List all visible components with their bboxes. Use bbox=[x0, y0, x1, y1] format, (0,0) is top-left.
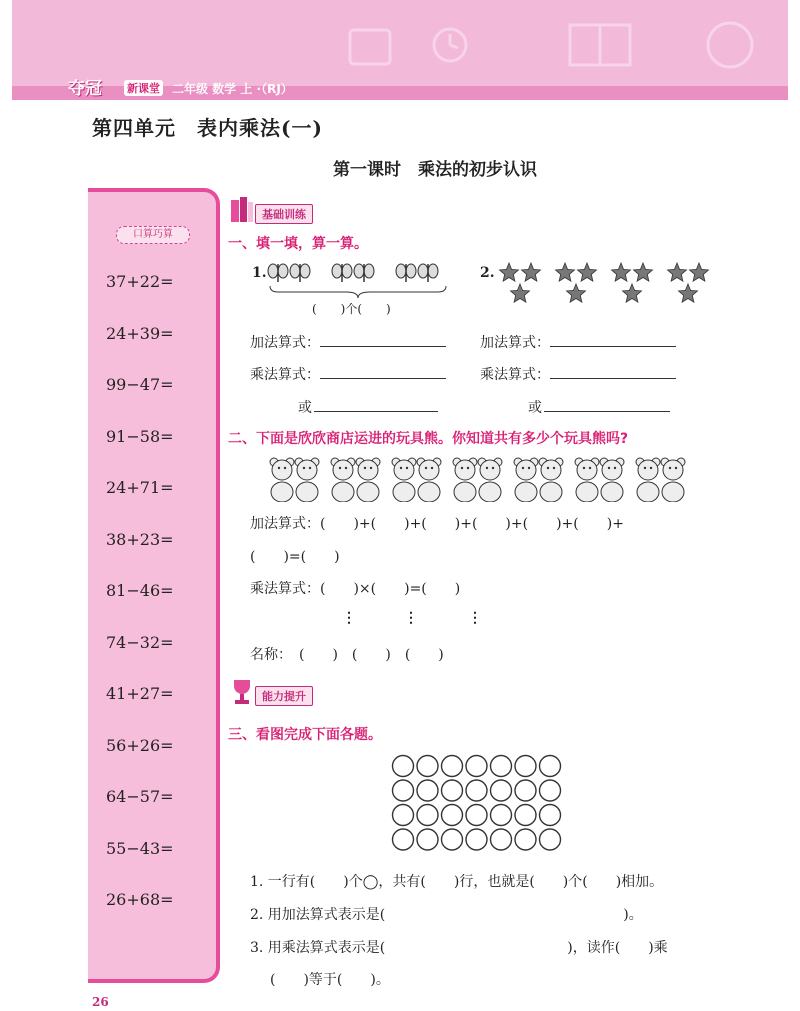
circle-icon bbox=[540, 829, 561, 850]
circle-icon bbox=[442, 756, 463, 777]
page-number: 26 bbox=[92, 995, 109, 1009]
oral-calc-tag: 口算巧算 bbox=[116, 226, 190, 244]
q2-mul-line: 乘法算式：( )×( )=( ) bbox=[250, 581, 461, 597]
oral-calc-expression: 81−46= bbox=[106, 581, 174, 600]
butterfly-icon bbox=[290, 264, 310, 282]
q2-dots-1: ⋮ bbox=[342, 610, 356, 626]
teddy-bear-icon bbox=[478, 458, 502, 502]
unit-title: 第四单元 表内乘法(一) bbox=[92, 116, 323, 140]
q3-item-3-cont: ( )等于( )。 bbox=[270, 972, 390, 988]
school-supplies-decoration-icon bbox=[330, 10, 770, 80]
oral-calc-expression: 24+39= bbox=[106, 323, 174, 343]
circle-icon bbox=[466, 780, 487, 801]
teddy-bear-icon bbox=[539, 458, 563, 502]
lesson-title: 第一课时 乘法的初步认识 bbox=[333, 160, 537, 180]
star-icon bbox=[668, 263, 687, 281]
circle-icon bbox=[393, 780, 414, 801]
teddy-bears-figure bbox=[266, 456, 696, 502]
butterfly-icon bbox=[332, 264, 352, 282]
oral-calc-expression: 74−32= bbox=[106, 632, 174, 652]
butterfly-icon bbox=[418, 264, 438, 282]
q1-item-1-add-answer[interactable] bbox=[320, 332, 446, 347]
butterflies-figure bbox=[266, 260, 452, 300]
oral-calc-expression: 56+26= bbox=[106, 735, 174, 755]
q2-heading: 二、下面是欣欣商店运进的玩具熊。你知道共有多少个玩具熊吗? bbox=[228, 431, 629, 447]
star-icon bbox=[500, 263, 519, 281]
series-name: 新课堂 bbox=[124, 80, 163, 96]
oral-calc-expression: 24+71= bbox=[106, 478, 174, 497]
star-icon bbox=[578, 263, 597, 281]
brand-logo bbox=[68, 68, 124, 102]
q3-item-2: 2. 用加法算式表示是( )。 bbox=[250, 907, 643, 923]
teddy-bear-icon bbox=[417, 458, 441, 502]
trophy-icon bbox=[229, 676, 255, 706]
q1-item-2-mul-alt-answer[interactable] bbox=[544, 397, 670, 412]
circle-icon bbox=[466, 756, 487, 777]
star-icon bbox=[511, 284, 530, 302]
q1-item-2-mul-answer[interactable] bbox=[550, 364, 676, 379]
star-icon bbox=[556, 263, 575, 281]
oral-calc-expression: 91−58= bbox=[106, 426, 174, 446]
circle-icon bbox=[442, 805, 463, 826]
oral-calc-expression: 41+27= bbox=[106, 684, 174, 703]
star-icon bbox=[690, 263, 709, 281]
circle-icon bbox=[393, 805, 414, 826]
q1-item-2-mul-label: 乘法算式： bbox=[480, 367, 550, 383]
circle-icon bbox=[393, 756, 414, 777]
q1-item-1-mul-answer[interactable] bbox=[320, 364, 446, 379]
teddy-bear-icon bbox=[575, 458, 599, 502]
butterfly-icon bbox=[354, 264, 374, 282]
teddy-bear-icon bbox=[356, 458, 380, 502]
butterfly-icon bbox=[268, 264, 288, 282]
brand-text: 夺冠 bbox=[68, 79, 102, 99]
star-icon bbox=[623, 284, 642, 302]
circle-icon bbox=[540, 756, 561, 777]
stars-figure bbox=[495, 260, 715, 310]
brace-icon bbox=[270, 286, 446, 298]
basic-training-tag: 基础训练 bbox=[255, 204, 313, 224]
teddy-bear-icon bbox=[392, 458, 416, 502]
q1-item-1-or-label: 或 bbox=[298, 400, 312, 416]
circles-grid-figure bbox=[390, 754, 570, 854]
q3-item-1: 1. 一行有( )个◯，共有( )行，也就是( )个( )相加。 bbox=[250, 874, 664, 890]
circle-icon bbox=[466, 829, 487, 850]
q1-item-1-mul-alt-answer[interactable] bbox=[314, 397, 438, 412]
circle-icon bbox=[540, 805, 561, 826]
circle-icon bbox=[466, 805, 487, 826]
circle-icon bbox=[515, 780, 536, 801]
circle-icon bbox=[540, 780, 561, 801]
circle-icon bbox=[417, 756, 438, 777]
q2-add-line-2: ( )=( ) bbox=[250, 549, 340, 565]
q1-item-2-number: 2. bbox=[480, 265, 495, 281]
circle-icon bbox=[515, 829, 536, 850]
q2-add-line-1: 加法算式：( )+( )+( )+( )+( )+( )+ bbox=[250, 516, 624, 532]
q1-item-2-add-label: 加法算式： bbox=[480, 335, 550, 351]
circle-icon bbox=[515, 805, 536, 826]
circle-icon bbox=[491, 780, 512, 801]
q1-heading: 一、填一填，算一算。 bbox=[228, 236, 368, 252]
teddy-bear-icon bbox=[600, 458, 624, 502]
q2-names-line: 名称： ( ) ( ) ( ) bbox=[250, 647, 444, 663]
teddy-bear-icon bbox=[331, 458, 355, 502]
oral-calc-expression: 26+68= bbox=[106, 890, 174, 909]
circle-icon bbox=[393, 829, 414, 850]
circle-icon bbox=[442, 829, 463, 850]
star-icon bbox=[522, 263, 541, 281]
star-icon bbox=[679, 284, 698, 302]
q1-item-2-add-answer[interactable] bbox=[550, 332, 676, 347]
q1-item-1-add-label: 加法算式： bbox=[250, 335, 320, 351]
circle-icon bbox=[417, 805, 438, 826]
star-icon bbox=[567, 284, 586, 302]
q1-groups-blank: ( )个( ) bbox=[312, 302, 391, 316]
oral-calc-expression: 37+22= bbox=[106, 272, 174, 291]
circle-icon bbox=[491, 805, 512, 826]
circle-icon bbox=[491, 756, 512, 777]
butterfly-icon bbox=[396, 264, 416, 282]
q2-dots-3: ⋮ bbox=[468, 610, 482, 626]
q2-dots-2: ⋮ bbox=[404, 610, 418, 626]
circle-icon bbox=[417, 829, 438, 850]
q1-item-1-mul-label: 乘法算式： bbox=[250, 367, 320, 383]
teddy-bear-icon bbox=[661, 458, 685, 502]
q3-item-3: 3. 用乘法算式表示是( )，读作( )乘 bbox=[250, 940, 668, 956]
star-icon bbox=[634, 263, 653, 281]
teddy-bear-icon bbox=[636, 458, 660, 502]
oral-calc-expression: 55−43= bbox=[106, 838, 174, 858]
books-icon bbox=[229, 194, 255, 224]
oral-calc-expression: 99−47= bbox=[106, 375, 174, 394]
teddy-bear-icon bbox=[453, 458, 477, 502]
circle-icon bbox=[491, 829, 512, 850]
oral-calc-expression: 64−57= bbox=[106, 787, 174, 806]
circle-icon bbox=[515, 756, 536, 777]
star-icon bbox=[612, 263, 631, 281]
q1-item-1-number: 1. bbox=[252, 265, 267, 281]
teddy-bear-icon bbox=[514, 458, 538, 502]
q3-heading: 三、看图完成下面各题。 bbox=[228, 727, 382, 743]
q1-item-2-or-label: 或 bbox=[528, 400, 542, 416]
grade-subject: 二年级 数学 上 ·（RJ） bbox=[172, 82, 293, 96]
teddy-bear-icon bbox=[270, 458, 294, 502]
teddy-bear-icon bbox=[295, 458, 319, 502]
advanced-tag: 能力提升 bbox=[255, 686, 313, 706]
circle-icon bbox=[417, 780, 438, 801]
circle-icon bbox=[442, 780, 463, 801]
oral-calc-expression: 38+23= bbox=[106, 529, 174, 549]
